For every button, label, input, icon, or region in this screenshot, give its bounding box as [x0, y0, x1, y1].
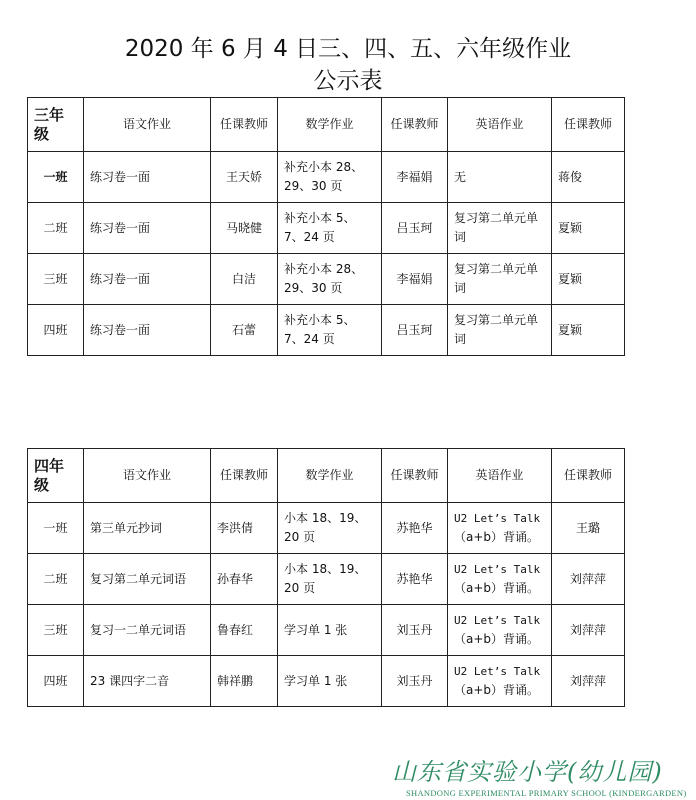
class-cell: 二班: [28, 554, 84, 605]
page-title: 2020 年 6 月 4 日三、四、五、六年级作业: [124, 36, 572, 62]
math-teacher-cell: 苏艳华: [382, 554, 448, 605]
english-line-2: （a+b）背诵。: [454, 581, 540, 595]
math-cell: 学习单 1 张: [278, 605, 382, 656]
header-chinese-teacher: 任课教师: [211, 449, 278, 503]
chinese-cell: 练习卷一面: [84, 305, 211, 356]
table-row: [28, 203, 625, 254]
chinese-teacher-cell: 鲁春红: [211, 605, 278, 656]
english-teacher-cell: 蒋俊: [552, 152, 625, 203]
grade3-homework-table: [27, 97, 625, 356]
chinese-teacher-cell: 李洪倩: [211, 503, 278, 554]
header-math-teacher: 任课教师: [382, 98, 448, 152]
class-cell: 二班: [28, 203, 84, 254]
grade-label: 四年级: [28, 449, 84, 503]
chinese-teacher-cell: 白洁: [211, 254, 278, 305]
math-teacher-cell: 刘玉丹: [382, 605, 448, 656]
english-line-2: （a+b）背诵。: [454, 683, 540, 697]
english-cell: 复习第二单元单词: [448, 305, 552, 356]
table-row: [28, 656, 625, 707]
chinese-cell: 练习卷一面: [84, 203, 211, 254]
math-teacher-cell: 刘玉丹: [382, 656, 448, 707]
header-chinese-teacher: 任课教师: [211, 98, 278, 152]
table-row: [28, 605, 625, 656]
math-teacher-cell: 苏艳华: [382, 503, 448, 554]
english-line-1: U2 Let’s Talk: [454, 614, 541, 627]
chinese-teacher-cell: 石蕾: [211, 305, 278, 356]
table-row: [28, 305, 625, 356]
english-teacher-cell: 夏颖: [552, 254, 625, 305]
chinese-teacher-cell: 王天娇: [211, 152, 278, 203]
english-teacher-cell: 刘萍萍: [552, 605, 625, 656]
chinese-cell: 练习卷一面: [84, 254, 211, 305]
header-math: 数学作业: [278, 449, 382, 503]
math-teacher-cell: 李福娟: [382, 152, 448, 203]
header-math: 数学作业: [278, 98, 382, 152]
english-line-2: （a+b）背诵。: [454, 530, 540, 544]
header-english: 英语作业: [448, 449, 552, 503]
chinese-teacher-cell: 马晓健: [211, 203, 278, 254]
table-header-row: [28, 449, 625, 503]
english-cell: [448, 656, 552, 707]
chinese-cell: 23 课四字二音: [84, 656, 211, 707]
math-cell: 学习单 1 张: [278, 656, 382, 707]
chinese-cell: 第三单元抄词: [84, 503, 211, 554]
english-line-2: （a+b）背诵。: [454, 632, 540, 646]
math-cell: 小本 18、19、20 页: [278, 554, 382, 605]
english-teacher-cell: 夏颖: [552, 305, 625, 356]
page-subtitle: 公示表: [313, 68, 383, 94]
english-line-1: U2 Let’s Talk: [454, 512, 541, 525]
class-cell: 一班: [28, 152, 84, 203]
math-cell: 小本 18、19、20 页: [278, 503, 382, 554]
grade4-homework-table: [27, 448, 625, 707]
header-english-teacher: 任课教师: [552, 98, 625, 152]
english-teacher-cell: 刘萍萍: [552, 554, 625, 605]
english-line-1: U2 Let’s Talk: [454, 563, 541, 576]
math-teacher-cell: 吕玉珂: [382, 203, 448, 254]
header-chinese: 语文作业: [84, 98, 211, 152]
class-cell: 一班: [28, 503, 84, 554]
header-english-teacher: 任课教师: [552, 449, 625, 503]
header-math-teacher: 任课教师: [382, 449, 448, 503]
school-name-en: SHANDONG EXPERIMENTAL PRIMARY SCHOOL (KINDERGARDEN): [406, 788, 687, 798]
table-row: [28, 152, 625, 203]
class-cell: 三班: [28, 605, 84, 656]
math-teacher-cell: 李福娟: [382, 254, 448, 305]
english-teacher-cell: 王璐: [552, 503, 625, 554]
english-cell: 复习第二单元单词: [448, 203, 552, 254]
chinese-teacher-cell: 孙春华: [211, 554, 278, 605]
table-header-row: [28, 98, 625, 152]
english-cell: 无: [448, 152, 552, 203]
english-cell: [448, 554, 552, 605]
header-chinese: 语文作业: [84, 449, 211, 503]
table-row: [28, 503, 625, 554]
chinese-cell: 复习一二单元词语: [84, 605, 211, 656]
class-cell: 四班: [28, 656, 84, 707]
chinese-cell: 练习卷一面: [84, 152, 211, 203]
chinese-cell: 复习第二单元词语: [84, 554, 211, 605]
table-row: [28, 554, 625, 605]
class-cell: 三班: [28, 254, 84, 305]
class-cell: 四班: [28, 305, 84, 356]
english-cell: [448, 503, 552, 554]
math-cell: 补充小本 28、29、30 页: [278, 254, 382, 305]
header-english: 英语作业: [448, 98, 552, 152]
math-cell: 补充小本 28、29、30 页: [278, 152, 382, 203]
english-cell: [448, 605, 552, 656]
english-teacher-cell: 刘萍萍: [552, 656, 625, 707]
grade-label: 三年级: [28, 98, 84, 152]
school-logo: [392, 752, 692, 798]
table-row: [28, 254, 625, 305]
school-name-cn: 山东省实验小学(幼儿园): [392, 758, 663, 786]
math-teacher-cell: 吕玉珂: [382, 305, 448, 356]
english-teacher-cell: 夏颖: [552, 203, 625, 254]
english-cell: 复习第二单元单词: [448, 254, 552, 305]
math-cell: 补充小本 5、7、24 页: [278, 305, 382, 356]
english-line-1: U2 Let’s Talk: [454, 665, 541, 678]
math-cell: 补充小本 5、7、24 页: [278, 203, 382, 254]
chinese-teacher-cell: 韩祥鹏: [211, 656, 278, 707]
